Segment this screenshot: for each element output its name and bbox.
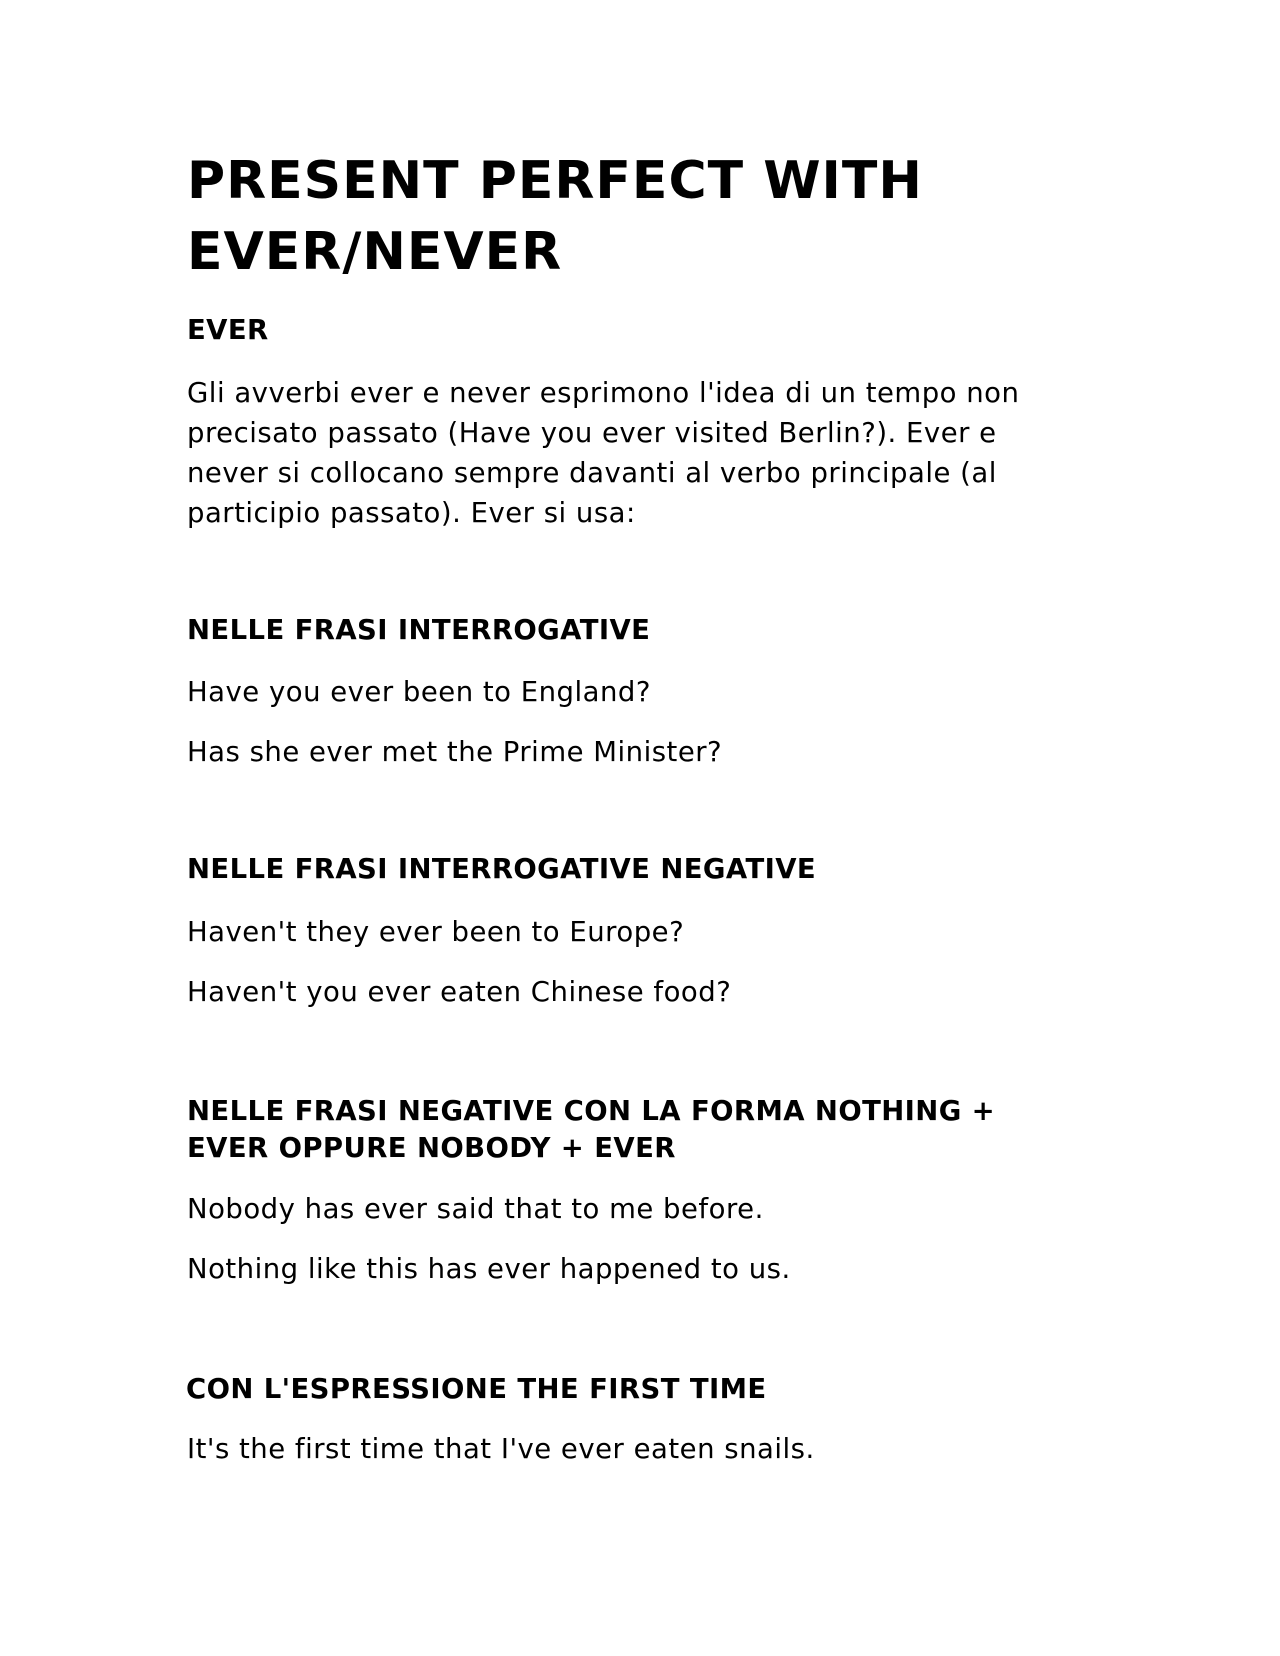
example-sentence: Haven't you ever eaten Chinese food? xyxy=(187,976,732,1008)
example-sentence: Nothing like this has ever happened to us. xyxy=(187,1253,791,1285)
section-heading-negative: NELLE FRASI NEGATIVE CON LA FORMA NOTHING + EVER OPPURE NOBODY + EVER xyxy=(187,1095,996,1164)
example-sentence: Has she ever met the Prime Minister? xyxy=(187,736,723,768)
example-sentence: It's the first time that I've ever eaten snails. xyxy=(187,1433,815,1465)
page-title: PRESENT PERFECT WITH EVER/NEVER xyxy=(187,151,923,282)
section-heading-interrogative-negative: NELLE FRASI INTERROGATIVE NEGATIVE xyxy=(187,853,817,885)
section-heading-ever: EVER xyxy=(187,314,269,346)
example-sentence: Nobody has ever said that to me before. xyxy=(187,1193,764,1225)
section-heading-interrogative: NELLE FRASI INTERROGATIVE xyxy=(187,614,651,646)
intro-paragraph: Gli avverbi ever e never esprimono l'idea di un tempo non precisato passato (Have you ever visited Berlin?). Ever e never si collocano sempre davanti al verbo principale (al participio passato). Ever si usa: xyxy=(187,377,1020,529)
example-sentence: Haven't they ever been to Europe? xyxy=(187,916,685,948)
section-heading-first-time: CON L'ESPRESSIONE THE FIRST TIME xyxy=(186,1373,767,1405)
example-sentence: Have you ever been to England? xyxy=(187,676,651,708)
